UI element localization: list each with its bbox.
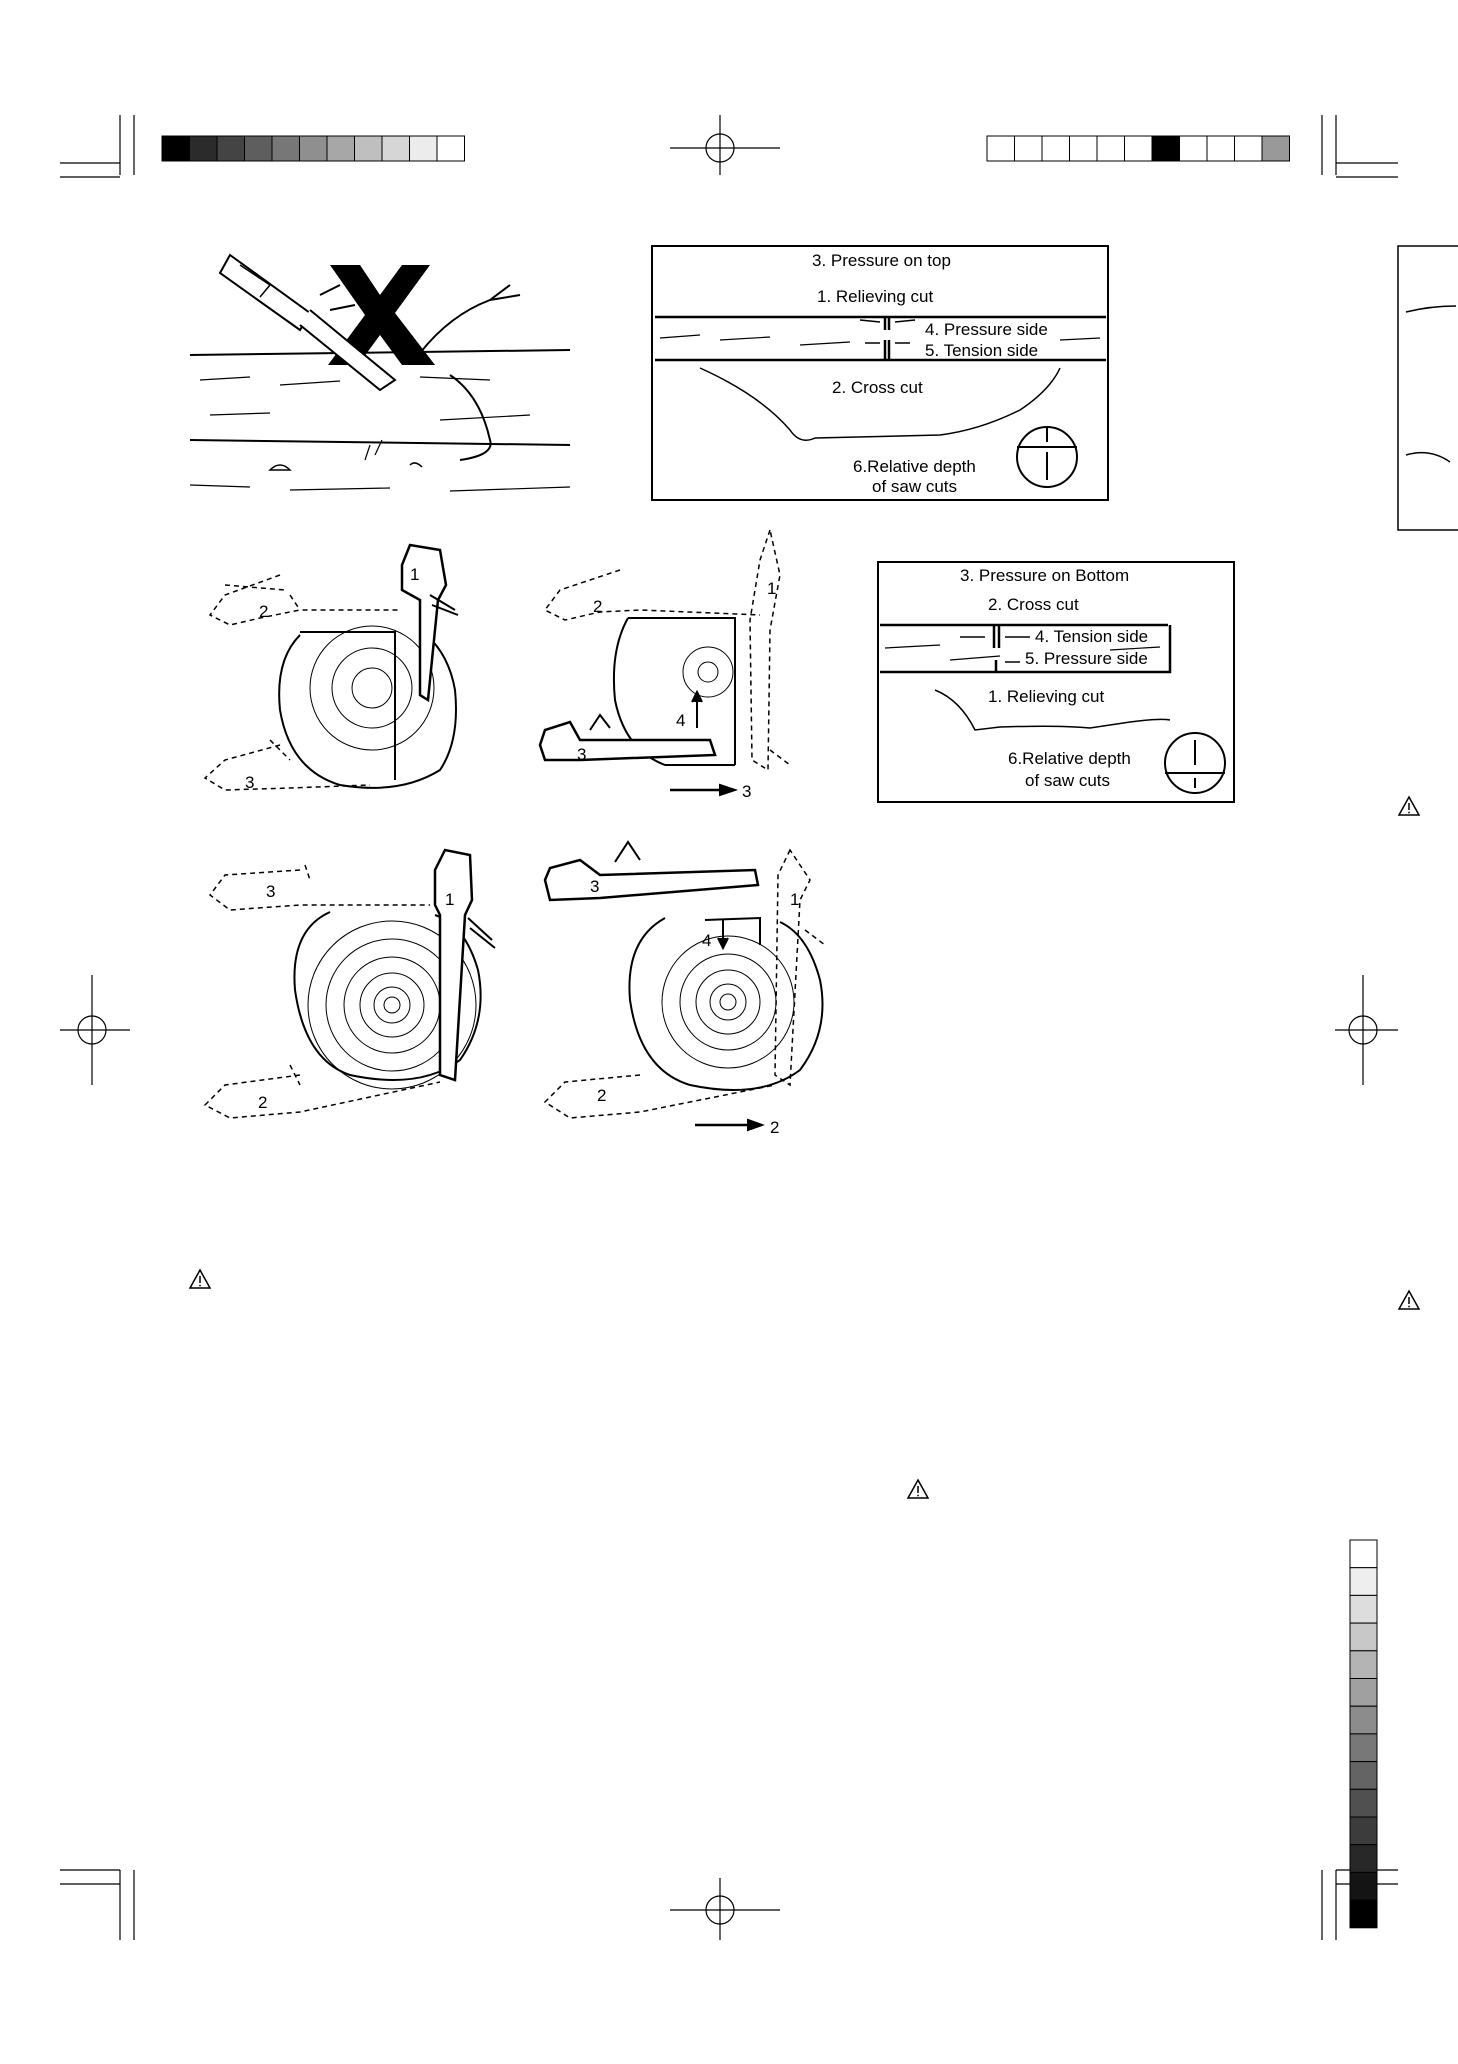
warning-triangle-icon: [190, 1270, 210, 1288]
log-d-label-1: 1: [790, 890, 800, 909]
log-a-label-3: 3: [245, 773, 255, 792]
color-swatch: [272, 136, 300, 161]
label-pressure-on-bottom: 3. Pressure on Bottom: [960, 566, 1130, 585]
log-a-label-2: 2: [259, 602, 269, 621]
color-swatch: [987, 136, 1015, 161]
page-edge-tab: [1398, 246, 1458, 530]
warning-triangle-icon: [1399, 1291, 1419, 1309]
color-bar-top-left: [162, 136, 465, 161]
color-swatch: [1097, 136, 1125, 161]
label-tension-side: 5. Tension side: [925, 341, 1039, 360]
color-swatch: [327, 136, 355, 161]
log-d-label-2: 2: [597, 1086, 607, 1105]
registration-target-top: [670, 115, 780, 175]
label-pressure-side: 5. Pressure side: [1025, 649, 1148, 668]
color-swatch: [1350, 1900, 1377, 1928]
label-tension-side: 4. Tension side: [1035, 627, 1149, 646]
log-b-label-1: 1: [767, 579, 777, 598]
figure-pressure-on-top: [652, 246, 1108, 500]
log-d-label-3: 3: [590, 877, 600, 896]
figure-log-sequence-a: [205, 545, 458, 792]
color-bar-right: [1350, 1540, 1377, 1928]
label-cross-cut: 2. Cross cut: [832, 378, 923, 397]
color-swatch: [1350, 1568, 1377, 1596]
color-swatch: [382, 136, 410, 161]
registration-target-bottom: [670, 1878, 780, 1940]
figure-pressure-on-bottom: [878, 562, 1234, 802]
log-c-label-2: 2: [258, 1093, 268, 1112]
label-of-saw-cuts: of saw cuts: [1025, 771, 1111, 790]
log-c-label-1: 1: [445, 890, 455, 909]
log-b-arrow-label: 3: [742, 782, 752, 801]
label-relieving-cut: 1. Relieving cut: [817, 287, 934, 306]
color-swatch: [162, 136, 190, 161]
figure-incorrect-cut: [190, 255, 570, 491]
registration-target-left: [60, 975, 130, 1085]
color-swatch: [1350, 1706, 1377, 1734]
color-swatch: [300, 136, 328, 161]
color-swatch: [1350, 1734, 1377, 1762]
color-swatch: [1350, 1595, 1377, 1623]
color-swatch: [245, 136, 273, 161]
log-b-label-3: 3: [577, 745, 587, 764]
color-swatch: [1350, 1762, 1377, 1790]
label-relative-depth: 6.Relative depth: [1008, 749, 1131, 768]
log-b-label-4: 4: [676, 711, 686, 730]
color-swatch: [217, 136, 245, 161]
figure-log-sequence-d: [545, 842, 825, 1137]
warning-triangle-icon: [1399, 797, 1419, 815]
color-swatch: [1042, 136, 1070, 161]
color-swatch: [1015, 136, 1043, 161]
color-swatch: [1350, 1651, 1377, 1679]
color-swatch: [410, 136, 438, 161]
figure-log-sequence-b: [540, 530, 790, 801]
label-cross-cut: 2. Cross cut: [988, 595, 1079, 614]
color-swatch: [1350, 1872, 1377, 1900]
color-swatch: [1262, 136, 1290, 161]
color-swatch: [190, 136, 218, 161]
log-d-arrow-label: 2: [770, 1118, 780, 1137]
color-swatch: [1350, 1817, 1377, 1845]
color-bar-top-right: [987, 136, 1290, 161]
registration-target-right: [1335, 975, 1398, 1085]
color-swatch: [355, 136, 383, 161]
color-swatch: [1350, 1789, 1377, 1817]
label-pressure-side: 4. Pressure side: [925, 320, 1048, 339]
log-b-label-2: 2: [593, 597, 603, 616]
log-a-label-1: 1: [410, 565, 420, 584]
color-swatch: [1207, 136, 1235, 161]
color-swatch: [1350, 1679, 1377, 1707]
label-pressure-on-top: 3. Pressure on top: [812, 251, 951, 270]
log-d-label-4: 4: [702, 931, 712, 950]
label-of-saw-cuts: of saw cuts: [872, 477, 958, 496]
log-c-label-3: 3: [266, 882, 276, 901]
color-swatch: [1235, 136, 1263, 161]
color-swatch: [1152, 136, 1180, 161]
color-swatch: [437, 136, 465, 161]
color-swatch: [1180, 136, 1208, 161]
figure-log-sequence-c: [205, 850, 495, 1118]
color-swatch: [1350, 1623, 1377, 1651]
label-relative-depth: 6.Relative depth: [853, 457, 976, 476]
color-swatch: [1070, 136, 1098, 161]
color-swatch: [1125, 136, 1153, 161]
color-swatch: [1350, 1540, 1377, 1568]
color-swatch: [1350, 1845, 1377, 1873]
warning-triangle-icon: [908, 1480, 928, 1498]
label-relieving-cut: 1. Relieving cut: [988, 687, 1105, 706]
